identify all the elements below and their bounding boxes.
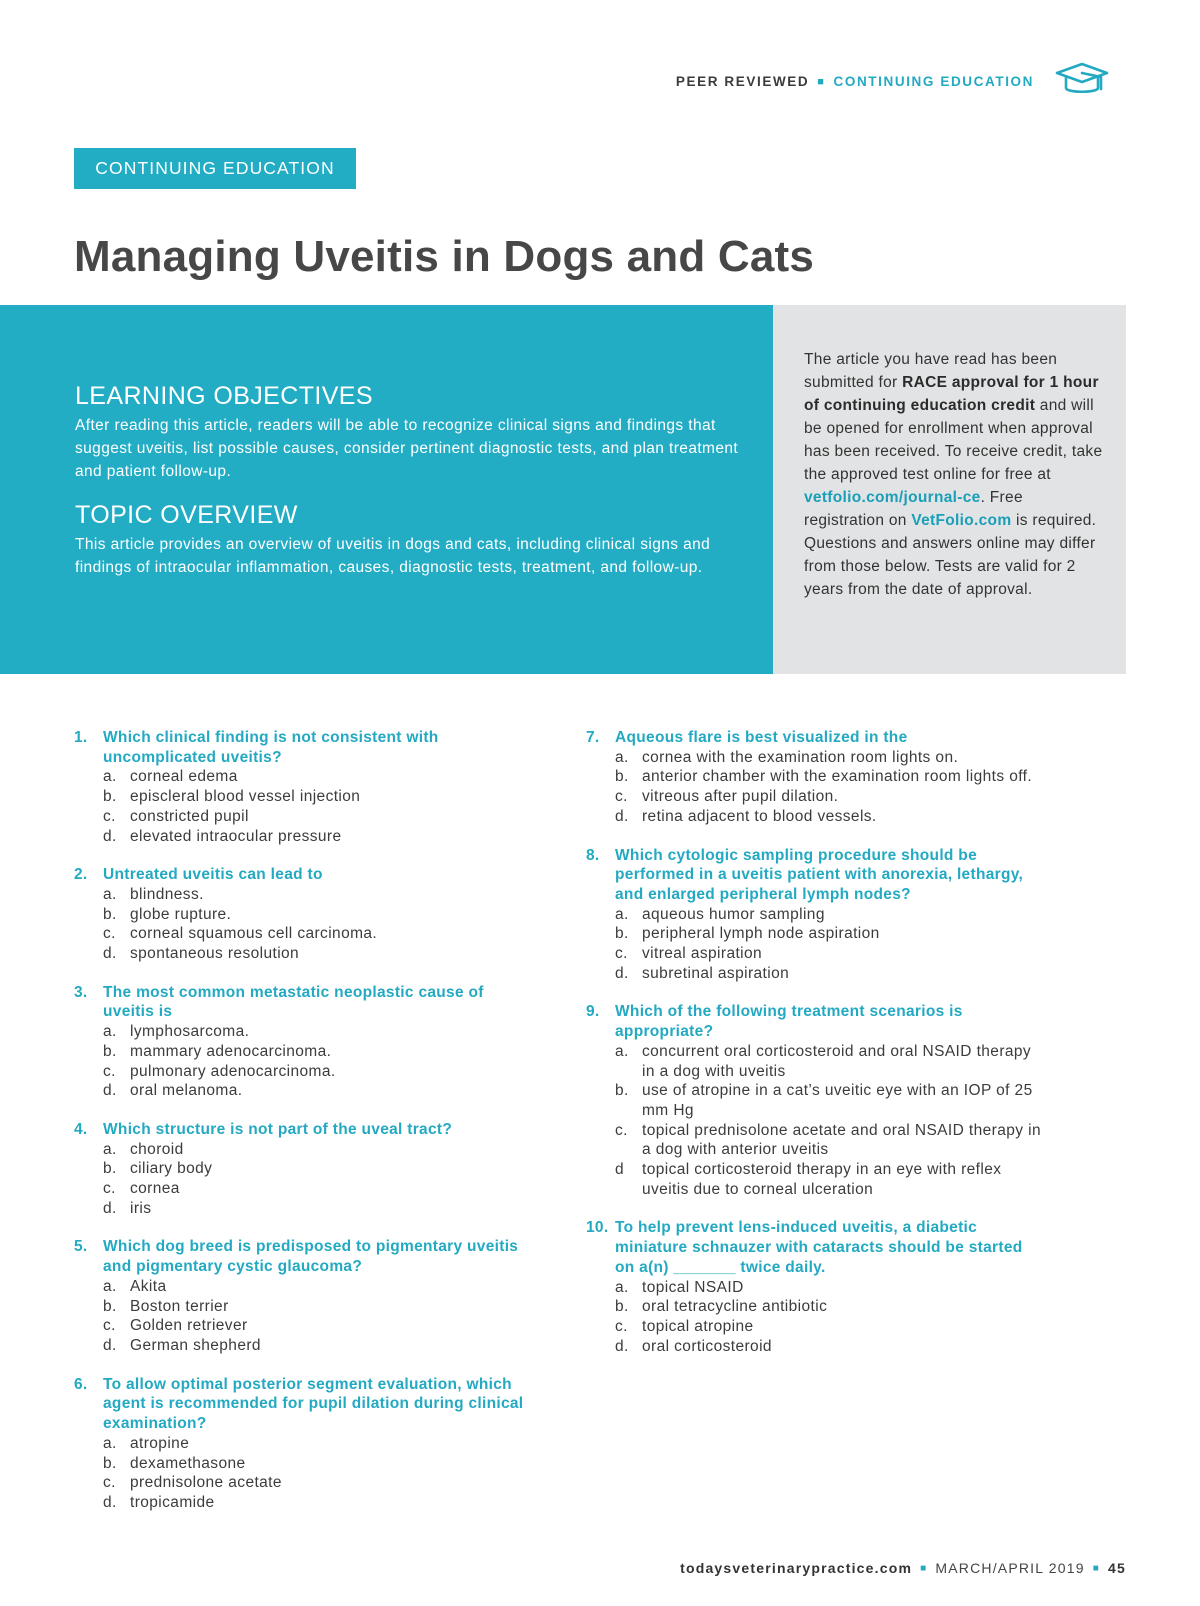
answer-option	[74, 1140, 534, 1160]
option-letter: c.	[103, 1180, 116, 1198]
quiz-question	[74, 983, 534, 1101]
answer-option	[586, 748, 1046, 768]
credit-info-panel	[773, 305, 1126, 674]
option-text: Boston terrier	[130, 1297, 229, 1315]
quiz-question	[586, 1002, 1046, 1199]
answer-option	[586, 1278, 1046, 1298]
topic-overview-heading: TOPIC OVERVIEW	[75, 501, 298, 529]
option-text: globe rupture.	[130, 905, 232, 923]
option-letter: c.	[103, 1474, 116, 1492]
answer-option	[586, 924, 1046, 944]
option-text: lymphosarcoma.	[130, 1023, 250, 1041]
option-letter: c.	[103, 1062, 116, 1080]
option-letter: d	[615, 1161, 625, 1179]
option-letter: b.	[103, 1042, 117, 1060]
option-letter: b.	[615, 1082, 629, 1100]
answer-option	[74, 1297, 534, 1317]
option-text: Akita	[130, 1277, 167, 1295]
question-text: Untreated uveitis can lead to	[103, 866, 323, 884]
answer-option	[586, 1160, 1046, 1199]
quiz-question	[586, 728, 1046, 827]
option-letter: b.	[103, 1454, 117, 1472]
answer-option	[74, 1277, 534, 1297]
answer-option	[586, 944, 1046, 964]
option-letter: b.	[615, 925, 629, 943]
option-letter: a.	[103, 1277, 117, 1295]
option-text: German shepherd	[130, 1336, 261, 1354]
credit-text-4: is required. Questions and answers online may differ from those below. Tests are valid for 2 years from the date of approval.	[804, 512, 1097, 598]
option-letter: a.	[103, 1023, 117, 1041]
question-number: 10.	[586, 1219, 609, 1237]
answer-option	[586, 767, 1046, 787]
option-text: topical NSAID	[642, 1278, 744, 1296]
credit-text-2: and will be opened for enrollment when approval has been received. To receive credit, take the approved test online for free at	[804, 397, 1103, 483]
answer-option	[586, 905, 1046, 925]
option-text: constricted pupil	[130, 807, 249, 825]
option-text: vitreous after pupil dilation.	[642, 788, 839, 806]
option-letter: b.	[615, 768, 629, 786]
quiz-question	[586, 846, 1046, 984]
question-text: The most common metastatic neoplastic cause of uveitis is	[103, 983, 484, 1021]
quiz-question	[74, 728, 534, 846]
learning-objectives-text: After reading this article, readers will be able to recognize clinical signs and findings that suggest uveitis, list possible causes, consider pertinent diagnostic tests, and plan treatment and patient follow-up.	[75, 417, 739, 480]
option-text: subretinal aspiration	[642, 964, 790, 982]
footer-date: MARCH/APRIL 2019	[935, 1560, 1085, 1576]
question-text: Which clinical finding is not consistent with uncomplicated uveitis?	[103, 729, 439, 766]
quiz-question	[74, 1237, 534, 1355]
option-letter: c.	[615, 945, 628, 963]
answer-option	[74, 1199, 534, 1219]
question-heading	[586, 728, 1046, 748]
objectives-section	[75, 382, 740, 579]
option-text: elevated intraocular pressure	[130, 827, 342, 845]
option-text: concurrent oral corticosteroid and oral NSAID therapy in a dog with uveitis	[642, 1042, 1032, 1080]
option-letter: a.	[103, 885, 117, 903]
topic-overview-text: This article provides an overview of uveitis in dogs and cats, including clinical signs and findings of intraocular inflammation, causes, diagnostic tests, treatment, and follow-up.	[75, 536, 711, 576]
question-text: Which dog breed is predisposed to pigmentary uveitis and pigmentary cystic glaucoma?	[103, 1238, 519, 1276]
option-text: topical corticosteroid therapy in an eye with reflex uveitis due to corneal ulceration	[642, 1161, 1002, 1198]
question-heading	[74, 983, 534, 1022]
question-heading	[586, 1218, 1046, 1277]
answer-option	[74, 944, 534, 964]
option-letter: b.	[103, 788, 117, 806]
option-letter: b.	[103, 1297, 117, 1315]
option-letter: d.	[103, 1336, 117, 1354]
option-letter: d.	[103, 1199, 117, 1217]
option-letter: a.	[103, 768, 117, 786]
answer-option	[74, 924, 534, 944]
answer-option	[586, 1121, 1046, 1160]
question-heading	[586, 1002, 1046, 1041]
answer-option	[74, 1022, 534, 1042]
option-text: blindness.	[130, 885, 204, 903]
answer-option	[74, 1179, 534, 1199]
option-letter: d.	[103, 827, 117, 845]
question-text: Which structure is not part of the uveal tract?	[103, 1120, 453, 1138]
question-number: 9.	[586, 1003, 600, 1021]
option-letter: d.	[103, 1493, 117, 1511]
option-text: oral corticosteroid	[642, 1337, 772, 1355]
learning-objectives-heading: LEARNING OBJECTIVES	[75, 382, 373, 410]
option-letter: d.	[615, 807, 629, 825]
option-text: oral melanoma.	[130, 1082, 243, 1100]
answer-option	[74, 885, 534, 905]
option-letter: a.	[615, 748, 629, 766]
option-letter: c.	[615, 1317, 628, 1335]
answer-option	[586, 1337, 1046, 1357]
question-text: To help prevent lens-induced uveitis, a diabetic miniature schnauzer with cataracts should be started on a(n) _______ twice daily.	[615, 1219, 1023, 1276]
option-letter: c.	[615, 788, 628, 806]
quiz-question	[74, 1120, 534, 1219]
answer-option	[74, 905, 534, 925]
option-text: atropine	[130, 1434, 190, 1452]
answer-option	[74, 1434, 534, 1454]
peer-reviewed-label: PEER REVIEWED	[675, 74, 810, 89]
separator-dot: ■	[817, 75, 826, 88]
option-text: cornea with the examination room lights on.	[642, 748, 959, 766]
answer-option	[586, 807, 1046, 827]
option-text: mammary adenocarcinoma.	[130, 1042, 332, 1060]
option-text: dexamethasone	[130, 1454, 246, 1472]
option-text: tropicamide	[130, 1493, 215, 1511]
questions-column-left	[74, 728, 534, 1532]
answer-option	[74, 827, 534, 847]
option-text: vitreal aspiration	[642, 945, 763, 963]
question-heading	[74, 865, 534, 885]
separator-dot: ■	[1092, 1562, 1101, 1574]
question-text: Which of the following treatment scenarios is appropriate?	[615, 1003, 963, 1041]
option-text: episcleral blood vessel injection	[130, 788, 361, 806]
answer-option	[74, 1316, 534, 1336]
answer-option	[74, 767, 534, 787]
option-letter: d.	[615, 964, 629, 982]
page-footer	[680, 1560, 1126, 1576]
option-text: corneal edema	[130, 768, 238, 786]
answer-option	[74, 1454, 534, 1474]
option-letter: a.	[103, 1434, 117, 1452]
option-text: oral tetracycline antibiotic	[642, 1298, 828, 1316]
graduation-cap-icon	[1054, 62, 1110, 101]
answer-option	[74, 1493, 534, 1513]
continuing-education-label: CONTINUING EDUCATION	[833, 74, 1034, 89]
answer-option	[586, 1042, 1046, 1081]
option-letter: a.	[615, 1042, 629, 1060]
option-letter: d.	[103, 945, 117, 963]
credit-text-3: . Free registration on	[804, 489, 1023, 529]
answer-option	[586, 964, 1046, 984]
answer-option	[74, 787, 534, 807]
answer-option	[586, 787, 1046, 807]
question-text: To allow optimal posterior segment evaluation, which agent is recommended for pupil dilation during clinical examination?	[103, 1375, 524, 1433]
option-text: iris	[130, 1199, 152, 1217]
question-number: 4.	[74, 1120, 88, 1138]
option-text: prednisolone acetate	[130, 1474, 282, 1492]
option-text: use of atropine in a cat’s uveitic eye with an IOP of 25 mm Hg	[642, 1082, 1033, 1119]
question-number: 5.	[74, 1238, 88, 1256]
option-text: cornea	[130, 1180, 180, 1198]
answer-option	[586, 1081, 1046, 1120]
separator-dot: ■	[920, 1562, 928, 1574]
option-letter: c.	[103, 1317, 116, 1335]
quiz-question	[74, 865, 534, 964]
option-text: Golden retriever	[130, 1317, 248, 1335]
credit-text-1: The article you have read has been submitted for	[804, 351, 1058, 391]
page-number: 45	[1108, 1560, 1126, 1576]
option-letter: b.	[615, 1298, 629, 1316]
option-text: topical prednisolone acetate and oral NSAID therapy in a dog with anterior uveitis	[642, 1121, 1041, 1159]
option-text: choroid	[130, 1140, 184, 1158]
question-text: Aqueous flare is best visualized in the	[615, 729, 908, 746]
option-letter: d.	[615, 1337, 629, 1355]
option-text: retina adjacent to blood vessels.	[642, 807, 877, 825]
answer-option	[74, 1062, 534, 1082]
question-number: 1.	[74, 729, 88, 746]
option-letter: d.	[103, 1082, 117, 1100]
question-heading	[74, 1375, 534, 1434]
question-number: 3.	[74, 983, 88, 1001]
question-text: Which cytologic sampling procedure should be performed in a uveitis patient with anorexia, lethargy, and enlarged peripheral lymph nodes?	[615, 846, 1024, 903]
option-text: aqueous humor sampling	[642, 905, 825, 923]
question-number: 2.	[74, 866, 88, 884]
answer-option	[74, 1159, 534, 1179]
page-header	[676, 62, 1110, 101]
option-letter: b.	[103, 905, 117, 923]
option-letter: c.	[103, 925, 116, 943]
answer-option	[74, 1336, 534, 1356]
continuing-education-tag: CONTINUING EDUCATION	[74, 148, 356, 189]
question-heading	[74, 1237, 534, 1276]
option-text: ciliary body	[130, 1160, 213, 1178]
journal-ce-link[interactable]: vetfolio.com/journal-ce	[804, 489, 981, 506]
question-number: 6.	[74, 1375, 88, 1393]
answer-option	[74, 1042, 534, 1062]
footer-site: todaysveterinarypractice.com	[680, 1560, 913, 1576]
answer-option	[586, 1297, 1046, 1317]
answer-option	[74, 1081, 534, 1101]
option-text: peripheral lymph node aspiration	[642, 925, 880, 943]
option-letter: c.	[103, 807, 116, 825]
option-text: corneal squamous cell carcinoma.	[130, 925, 378, 943]
question-heading	[74, 728, 534, 767]
question-heading	[74, 1120, 534, 1140]
question-number: 8.	[586, 846, 600, 864]
article-title: Managing Uveitis in Dogs and Cats	[74, 232, 815, 281]
credit-race-approval: RACE approval for 1 hour of continuing education credit	[804, 374, 1099, 414]
answer-option	[74, 807, 534, 827]
question-heading	[586, 846, 1046, 905]
quiz-question	[74, 1375, 534, 1513]
question-number: 7.	[586, 729, 600, 746]
option-text: spontaneous resolution	[130, 945, 300, 963]
option-letter: a.	[103, 1140, 117, 1158]
answer-option	[586, 1317, 1046, 1337]
answer-option	[74, 1473, 534, 1493]
option-text: anterior chamber with the examination room lights off.	[642, 768, 1033, 786]
option-letter: a.	[615, 1278, 629, 1296]
vetfolio-link[interactable]: VetFolio.com	[911, 512, 1012, 529]
option-text: pulmonary adenocarcinoma.	[130, 1062, 336, 1080]
quiz-question	[586, 1218, 1046, 1356]
option-letter: b.	[103, 1160, 117, 1178]
option-text: topical atropine	[642, 1317, 754, 1335]
option-letter: a.	[615, 905, 629, 923]
option-letter: c.	[615, 1121, 628, 1139]
questions-column-right	[586, 728, 1046, 1375]
